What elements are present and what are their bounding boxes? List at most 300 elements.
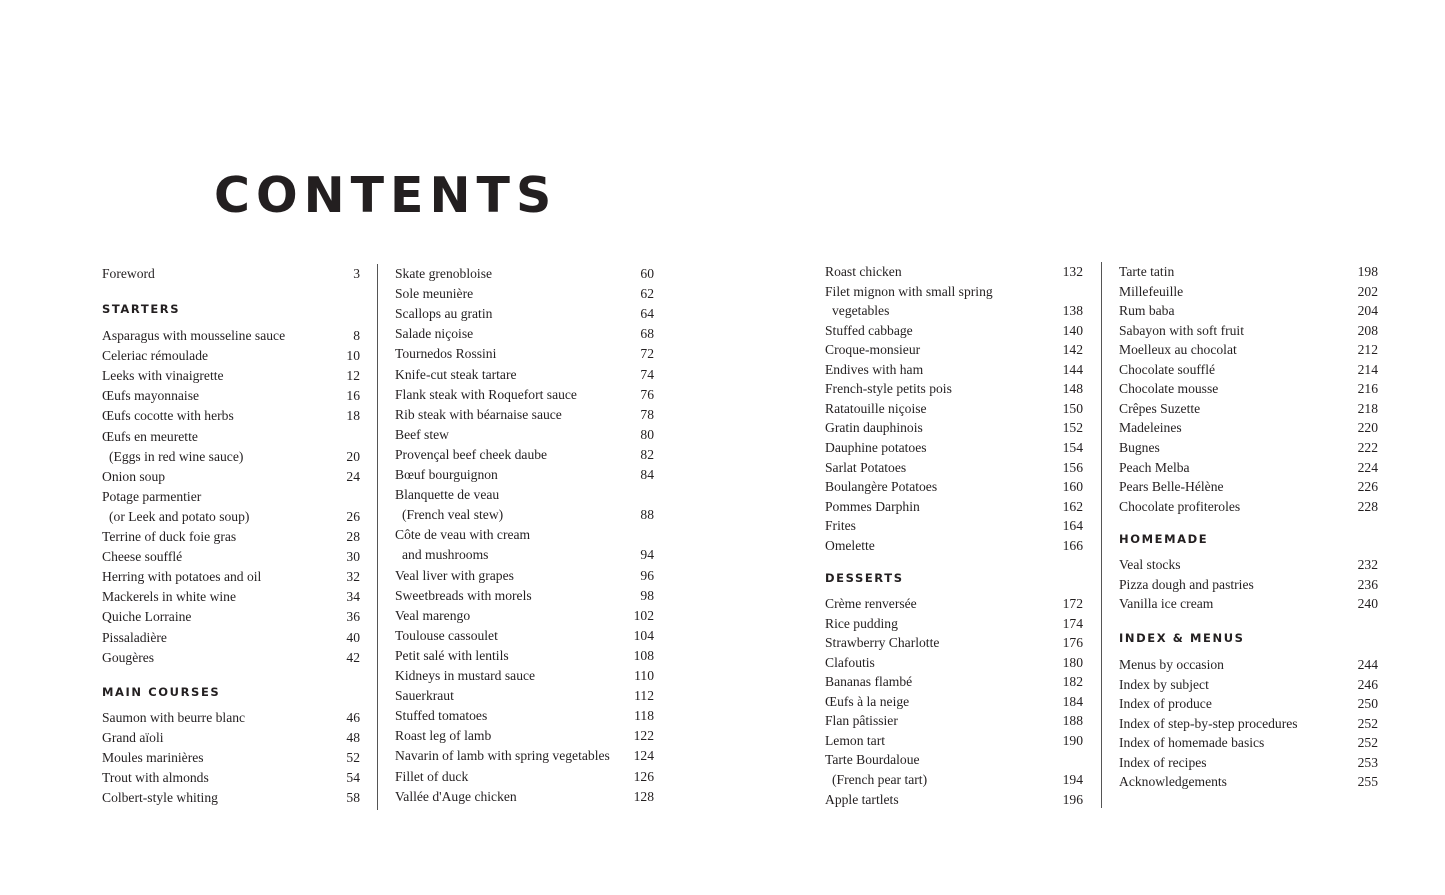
toc-entry-page-number: 3	[353, 266, 360, 281]
toc-entry	[395, 767, 654, 787]
toc-entry-title: Boulangère Potatoes	[825, 479, 938, 495]
toc-entry-page-number: 250	[1357, 696, 1378, 712]
toc-entry-title: Foreword	[102, 266, 155, 281]
toc-entry-page-number: 156	[1062, 459, 1083, 475]
toc-entry	[1119, 458, 1378, 478]
toc-entry-page-number: 152	[1062, 420, 1083, 436]
toc-column-4	[1101, 262, 1378, 808]
toc-entry-title: Gratin dauphinois	[825, 420, 923, 436]
toc-entry	[395, 344, 654, 364]
toc-entry-page-number: 118	[634, 708, 654, 724]
toc-entry	[102, 527, 360, 547]
toc-entry	[102, 507, 360, 527]
toc-entry-title: Potage parmentier	[102, 488, 202, 504]
toc-entry-page-number: 140	[1062, 322, 1083, 338]
toc-entry-title: Tarte tatin	[1119, 264, 1175, 279]
section-heading-index-menus: INDEX & MENUS	[1119, 631, 1245, 645]
toc-entry-page-number: 172	[1062, 596, 1083, 611]
toc-entry	[395, 706, 654, 726]
toc-entry-title: Skate grenobloise	[395, 266, 493, 281]
toc-entry-title: Sweetbreads with morels	[395, 587, 532, 603]
toc-entry-title: Stuffed cabbage	[825, 322, 913, 338]
toc-entry-title: French-style petits pois	[825, 381, 952, 397]
toc-entry-page-number: 58	[346, 790, 360, 806]
toc-entry	[825, 340, 1083, 360]
toc-entry	[102, 547, 360, 567]
toc-entry	[395, 365, 654, 385]
toc-entry-page-number: 138	[1062, 303, 1083, 319]
toc-entry	[825, 360, 1083, 380]
toc-entry-page-number: 124	[633, 748, 654, 764]
toc-entry-title: Cheese soufflé	[102, 549, 183, 565]
toc-entry-title: Veal stocks	[1119, 557, 1181, 572]
toc-entry-page-number: 154	[1062, 439, 1083, 455]
toc-entry-page-number: 16	[346, 388, 360, 404]
toc-entry-page-number: 94	[640, 547, 654, 563]
toc-entry-page-number: 255	[1357, 774, 1378, 790]
toc-entry-page-number: 142	[1062, 342, 1083, 358]
toc-entry-title: Rice pudding	[825, 615, 898, 631]
toc-entry-page-number: 222	[1357, 439, 1378, 455]
toc-entry	[102, 748, 360, 768]
toc-entry-page-number: 108	[633, 647, 654, 663]
toc-entry	[1119, 438, 1378, 458]
section-heading-main-courses: MAIN COURSES	[102, 685, 221, 699]
toc-entry-title: Navarin of lamb with spring vegetables	[395, 748, 610, 764]
toc-entry-page-number: 24	[346, 468, 360, 484]
toc-entry	[825, 711, 1083, 731]
toc-entry-page-number: 26	[346, 508, 360, 524]
toc-entry-title: (Eggs in red wine sauce)	[109, 448, 244, 464]
toc-entry	[1119, 655, 1378, 675]
toc-entry-title: Lemon tart	[825, 732, 886, 748]
toc-entry-title: Sarlat Potatoes	[825, 459, 907, 475]
toc-entry	[395, 545, 654, 565]
toc-entry-page-number: 244	[1357, 657, 1378, 672]
toc-entry-page-number: 88	[640, 507, 654, 523]
toc-entry-page-number: 190	[1062, 732, 1083, 748]
toc-entry-title: Rum baba	[1119, 303, 1175, 319]
toc-entry-title: Scallops au gratin	[395, 306, 493, 322]
toc-entry-page-number: 102	[633, 607, 654, 623]
toc-entry	[102, 346, 360, 366]
toc-entry	[102, 587, 360, 607]
toc-entry-title: Bugnes	[1119, 439, 1160, 455]
toc-entry	[825, 672, 1083, 692]
toc-entry	[102, 326, 360, 346]
toc-entry-page-number: 52	[346, 750, 360, 766]
toc-entry	[395, 787, 654, 807]
toc-entry-title: Index of step-by-step procedures	[1119, 715, 1298, 731]
toc-entry	[102, 728, 360, 748]
toc-entry	[825, 536, 1083, 556]
toc-entry	[1119, 714, 1378, 734]
toc-entry-page-number: 252	[1357, 735, 1378, 751]
toc-entry-page-number: 80	[640, 426, 654, 442]
toc-entry	[395, 525, 654, 545]
toc-entry-title: Rib steak with béarnaise sauce	[395, 406, 562, 422]
toc-entry-page-number: 240	[1357, 596, 1378, 612]
page-title: CONTENTS	[214, 167, 558, 224]
toc-entry	[102, 447, 360, 467]
toc-entry-page-number: 194	[1062, 771, 1083, 787]
toc-entry-page-number: 164	[1062, 518, 1083, 534]
toc-entry-title: Saumon with beurre blanc	[102, 710, 246, 725]
toc-entry-page-number: 18	[346, 408, 360, 424]
toc-entry-title: Mackerels in white wine	[102, 589, 237, 605]
toc-entry	[395, 284, 654, 304]
toc-entry	[1119, 753, 1378, 773]
toc-entry	[395, 666, 654, 686]
toc-entry-page-number: 20	[346, 448, 360, 464]
toc-entry-page-number: 252	[1357, 715, 1378, 731]
toc-entry-page-number: 36	[346, 609, 360, 625]
toc-entry-title: Crêpes Suzette	[1119, 400, 1201, 416]
toc-entry-page-number: 84	[640, 467, 654, 482]
toc-entry-page-number: 144	[1062, 361, 1083, 377]
toc-entry	[1119, 675, 1378, 695]
toc-entry-page-number: 216	[1357, 381, 1378, 397]
toc-entry-page-number: 220	[1357, 420, 1378, 436]
toc-entry-title: Index of produce	[1119, 696, 1212, 712]
toc-entry-page-number: 218	[1357, 400, 1378, 416]
toc-entry-title: Clafoutis	[825, 654, 875, 670]
toc-entry	[395, 606, 654, 626]
toc-entry	[395, 445, 654, 465]
toc-entry	[102, 487, 360, 507]
toc-entry-title: Tournedos Rossini	[395, 346, 497, 362]
toc-entry-title: Dauphine potatoes	[825, 439, 927, 455]
toc-entry-title: Madeleines	[1119, 420, 1182, 436]
toc-column-1	[102, 264, 360, 810]
section-heading-homemade: HOMEMADE	[1119, 532, 1209, 546]
toc-entry-page-number: 180	[1062, 654, 1083, 670]
toc-entry-title: Blanquette de veau	[395, 487, 500, 503]
toc-entry-page-number: 98	[640, 587, 654, 603]
toc-entry-page-number: 208	[1357, 322, 1378, 338]
toc-entry-title: Millefeuille	[1119, 283, 1184, 299]
toc-entry	[1119, 379, 1378, 399]
toc-column-3	[825, 262, 1083, 808]
toc-entry	[395, 485, 654, 505]
toc-entry-title: Toulouse cassoulet	[395, 627, 498, 643]
toc-entry-page-number: 224	[1357, 459, 1378, 475]
toc-entry-page-number: 174	[1062, 615, 1083, 631]
toc-entry-page-number: 62	[640, 286, 654, 302]
toc-entry	[395, 324, 654, 344]
toc-entry-page-number: 198	[1357, 264, 1378, 279]
toc-entry	[395, 405, 654, 425]
toc-entry	[1119, 555, 1378, 575]
toc-entry	[1119, 477, 1378, 497]
toc-entry-page-number: 82	[640, 446, 654, 462]
toc-entry	[102, 768, 360, 788]
toc-entry	[395, 304, 654, 324]
toc-entry-title: Roast chicken	[825, 264, 902, 279]
toc-entry-page-number: 72	[640, 346, 654, 362]
toc-entry-title: Index by subject	[1119, 676, 1209, 692]
toc-entry	[825, 497, 1083, 517]
toc-entry	[825, 399, 1083, 419]
toc-entry-title: Œufs cocotte with herbs	[102, 408, 234, 424]
toc-entry	[102, 567, 360, 587]
toc-entry-title: Flan pâtissier	[825, 713, 898, 729]
toc-entry	[102, 427, 360, 447]
toc-entry	[102, 264, 360, 284]
toc-entry-title: Asparagus with mousseline sauce	[102, 328, 286, 343]
toc-entry-title: Salade niçoise	[395, 326, 474, 342]
toc-entry	[395, 586, 654, 606]
toc-entry	[395, 425, 654, 445]
toc-entry	[1119, 321, 1378, 341]
toc-entry-title: Moelleux au chocolat	[1119, 342, 1237, 358]
toc-entry	[395, 505, 654, 525]
toc-entry-page-number: 112	[634, 688, 654, 704]
toc-entry	[1119, 262, 1378, 282]
toc-entry-page-number: 60	[640, 266, 654, 281]
toc-entry	[1119, 772, 1378, 792]
toc-entry-page-number: 212	[1357, 342, 1378, 358]
toc-entry-title: Provençal beef cheek daube	[395, 446, 548, 462]
toc-entry-title: Sauerkraut	[395, 688, 454, 704]
toc-entry-title: Index of homemade basics	[1119, 735, 1265, 751]
toc-entry-page-number: 12	[346, 368, 360, 384]
toc-entry-title: Sabayon with soft fruit	[1119, 322, 1244, 338]
toc-entry-page-number: 30	[346, 549, 360, 565]
toc-entry-page-number: 54	[346, 770, 360, 786]
toc-entry	[1119, 360, 1378, 380]
toc-entry-page-number: 8	[353, 328, 360, 343]
section-heading-starters: STARTERS	[102, 302, 181, 316]
toc-entry-title: vegetables	[832, 303, 890, 319]
toc-entry-title: Côte de veau with cream	[395, 527, 531, 543]
toc-entry-page-number: 246	[1357, 676, 1378, 692]
toc-entry-title: Peach Melba	[1119, 459, 1190, 475]
toc-entry-page-number: 166	[1062, 537, 1083, 553]
toc-entry	[102, 406, 360, 426]
toc-entry-title: Pears Belle-Hélène	[1119, 479, 1224, 495]
toc-entry-title: Gougères	[102, 649, 155, 665]
toc-entry-title: Œufs en meurette	[102, 428, 198, 444]
toc-entry	[395, 726, 654, 746]
toc-entry	[1119, 694, 1378, 714]
toc-entry-page-number: 46	[346, 710, 360, 725]
toc-entry-title: Bœuf bourguignon	[395, 467, 498, 482]
toc-entry	[102, 366, 360, 386]
toc-entry	[825, 770, 1083, 790]
toc-entry-page-number: 110	[634, 668, 654, 683]
toc-entry-title: (French pear tart)	[832, 771, 928, 787]
toc-entry-page-number: 48	[346, 730, 360, 746]
toc-entry-page-number: 204	[1357, 303, 1378, 319]
toc-entry-page-number: 34	[346, 589, 360, 605]
toc-entry-title: Knife-cut steak tartare	[395, 366, 517, 382]
toc-entry-page-number: 188	[1062, 713, 1083, 729]
toc-entry	[1119, 340, 1378, 360]
toc-entry	[395, 465, 654, 485]
toc-entry-title: Fillet of duck	[395, 768, 469, 784]
toc-entry-title: Index of recipes	[1119, 754, 1207, 770]
toc-entry-title: Colbert-style whiting	[102, 790, 218, 806]
toc-entry	[825, 731, 1083, 751]
toc-entry-title: Frites	[825, 518, 856, 534]
toc-entry-title: Œufs à la neige	[825, 693, 910, 709]
toc-entry-page-number: 176	[1062, 635, 1083, 651]
toc-entry	[1119, 594, 1378, 614]
toc-entry-page-number: 28	[346, 529, 360, 544]
toc-entry-title: Grand aïoli	[102, 730, 164, 746]
toc-entry-title: Leeks with vinaigrette	[102, 368, 224, 384]
toc-entry-page-number: 150	[1062, 400, 1083, 416]
toc-entry	[825, 594, 1083, 614]
toc-entry	[1119, 301, 1378, 321]
toc-entry	[102, 628, 360, 648]
toc-entry	[102, 648, 360, 668]
toc-entry	[1119, 418, 1378, 438]
toc-column-2	[377, 264, 654, 810]
toc-entry-title: Acknowledgements	[1119, 774, 1227, 790]
toc-entry-title: Sole meunière	[395, 286, 474, 302]
toc-entry-page-number: 148	[1062, 381, 1083, 397]
toc-entry	[1119, 497, 1378, 517]
toc-entry	[825, 633, 1083, 653]
toc-entry-page-number: 162	[1062, 498, 1083, 514]
toc-entry-title: Roast leg of lamb	[395, 728, 492, 744]
toc-entry	[1119, 575, 1378, 595]
toc-entry-title: Tarte Bourdaloue	[825, 752, 920, 768]
toc-entry-title: Onion soup	[102, 468, 166, 484]
toc-entry-page-number: 196	[1062, 791, 1083, 807]
toc-entry-title: Filet mignon with small spring	[825, 283, 993, 299]
toc-entry	[825, 477, 1083, 497]
toc-entry-title: Veal liver with grapes	[395, 567, 514, 583]
toc-entry-page-number: 96	[640, 567, 654, 583]
toc-entry-page-number: 10	[346, 348, 360, 364]
toc-entry-page-number: 42	[346, 649, 360, 665]
toc-entry-page-number: 132	[1062, 264, 1083, 279]
toc-entry-page-number: 182	[1062, 674, 1083, 690]
toc-entry	[1119, 733, 1378, 753]
toc-entry	[825, 438, 1083, 458]
toc-entry-title: Chocolate mousse	[1119, 381, 1219, 397]
toc-entry	[825, 653, 1083, 673]
toc-entry	[395, 746, 654, 766]
toc-entry	[825, 262, 1083, 282]
toc-entry	[825, 750, 1083, 770]
toc-entry-page-number: 228	[1357, 498, 1378, 514]
toc-entry-page-number: 128	[633, 788, 654, 804]
toc-entry	[825, 418, 1083, 438]
toc-entry-title: Bananas flambé	[825, 674, 913, 690]
toc-entry-title: Herring with potatoes and oil	[102, 569, 262, 585]
toc-entry	[395, 264, 654, 284]
toc-entry	[395, 646, 654, 666]
toc-entry-title: Omelette	[825, 537, 875, 553]
toc-entry-page-number: 226	[1357, 479, 1378, 495]
toc-entry-title: Kidneys in mustard sauce	[395, 668, 536, 683]
toc-entry-page-number: 78	[640, 406, 654, 422]
toc-entry	[102, 607, 360, 627]
toc-entry-title: Œufs mayonnaise	[102, 388, 200, 404]
toc-entry-title: Terrine of duck foie gras	[102, 529, 237, 544]
toc-entry-title: Pommes Darphin	[825, 498, 920, 514]
toc-entry-title: Beef stew	[395, 426, 449, 442]
toc-entry-title: and mushrooms	[402, 547, 489, 563]
toc-entry-title: Vallée d'Auge chicken	[395, 788, 517, 804]
toc-entry	[102, 386, 360, 406]
toc-entry-page-number: 236	[1357, 576, 1378, 592]
toc-entry	[1119, 399, 1378, 419]
toc-entry-page-number: 232	[1357, 557, 1378, 572]
toc-entry	[825, 790, 1083, 810]
toc-entry	[1119, 282, 1378, 302]
toc-entry-page-number: 214	[1357, 361, 1378, 377]
toc-entry	[102, 708, 360, 728]
toc-entry	[825, 301, 1083, 321]
toc-entry	[825, 458, 1083, 478]
toc-entry-title: Chocolate soufflé	[1119, 361, 1216, 377]
toc-entry	[825, 321, 1083, 341]
toc-entry-title: (French veal stew)	[402, 507, 504, 523]
toc-entry-title: Stuffed tomatoes	[395, 708, 488, 724]
toc-entry-page-number: 32	[346, 569, 360, 585]
section-heading-desserts: DESSERTS	[825, 571, 904, 585]
toc-entry-title: Pizza dough and pastries	[1119, 576, 1254, 592]
toc-entry	[825, 282, 1083, 302]
toc-entry-title: Moules marinières	[102, 750, 204, 766]
toc-entry-page-number: 126	[633, 768, 654, 784]
toc-entry-title: (or Leek and potato soup)	[109, 508, 250, 524]
toc-entry-page-number: 64	[640, 306, 654, 322]
toc-entry-page-number: 160	[1062, 479, 1083, 495]
toc-entry	[102, 467, 360, 487]
toc-entry-title: Petit salé with lentils	[395, 647, 509, 663]
toc-entry-page-number: 68	[640, 326, 654, 342]
toc-entry-title: Celeriac rémoulade	[102, 348, 209, 364]
toc-entry-title: Menus by occasion	[1119, 657, 1224, 672]
toc-entry-title: Veal marengo	[395, 607, 471, 623]
toc-entry-page-number: 104	[633, 627, 654, 643]
toc-entry-page-number: 202	[1357, 283, 1378, 299]
toc-entry-title: Croque-monsieur	[825, 342, 921, 358]
toc-entry-page-number: 122	[633, 728, 654, 744]
toc-entry-page-number: 74	[640, 366, 654, 382]
toc-entry-title: Chocolate profiteroles	[1119, 498, 1241, 514]
toc-entry-page-number: 76	[640, 386, 654, 402]
toc-entry-title: Trout with almonds	[102, 770, 209, 786]
toc-entry	[825, 516, 1083, 536]
toc-entry-title: Apple tartlets	[825, 791, 899, 807]
toc-entry	[395, 566, 654, 586]
toc-entry-title: Strawberry Charlotte	[825, 635, 940, 651]
toc-entry	[825, 692, 1083, 712]
toc-entry	[395, 385, 654, 405]
toc-entry	[102, 788, 360, 808]
toc-entry-title: Ratatouille niçoise	[825, 400, 927, 416]
toc-entry-title: Endives with ham	[825, 361, 924, 377]
toc-entry-title: Vanilla ice cream	[1119, 596, 1214, 612]
toc-entry-page-number: 184	[1062, 693, 1083, 709]
toc-entry	[395, 626, 654, 646]
toc-entry	[825, 614, 1083, 634]
toc-entry	[395, 686, 654, 706]
toc-entry-title: Quiche Lorraine	[102, 609, 192, 625]
toc-entry-page-number: 253	[1357, 754, 1378, 770]
toc-entry-title: Pissaladière	[102, 629, 167, 645]
toc-entry-page-number: 40	[346, 629, 360, 645]
toc-entry-title: Flank steak with Roquefort sauce	[395, 386, 577, 402]
toc-entry	[825, 379, 1083, 399]
